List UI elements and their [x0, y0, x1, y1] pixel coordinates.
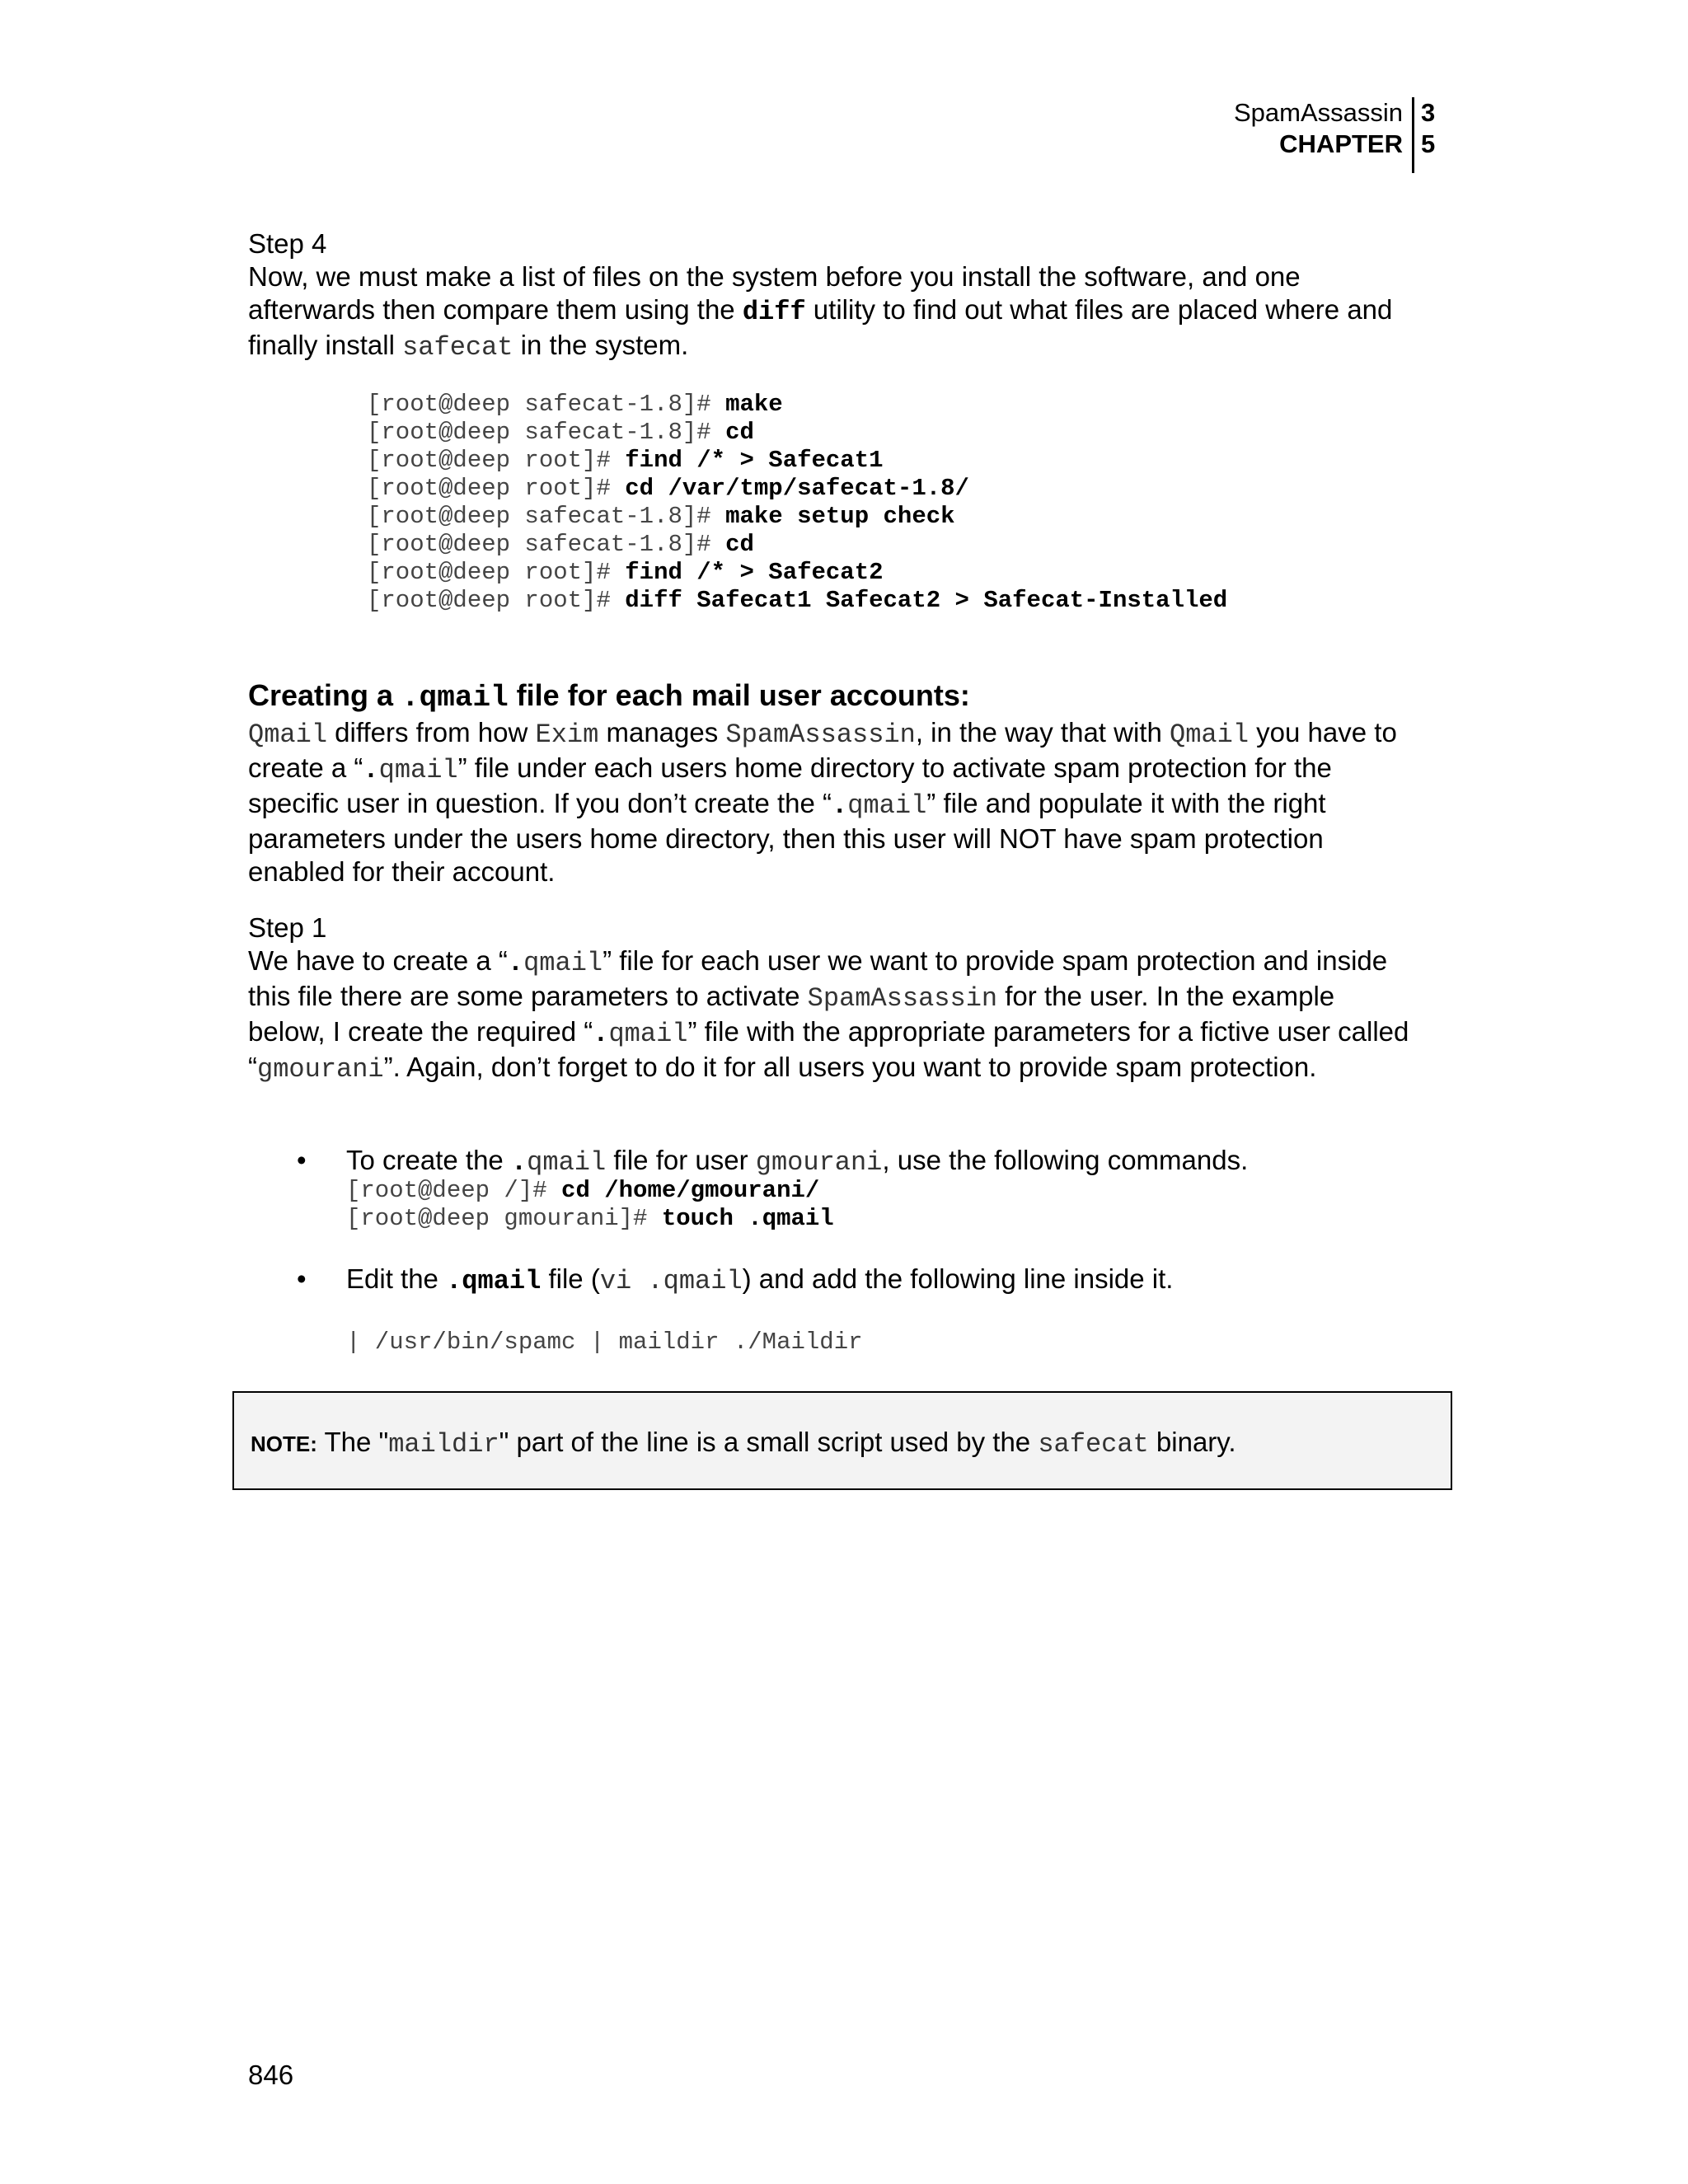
text: " part of the line is a small script used by the	[499, 1427, 1039, 1457]
page-header	[0, 97, 1688, 180]
shell-prompt: [root@deep root]#	[367, 587, 626, 614]
code: qmail	[527, 1147, 607, 1178]
code-line	[367, 587, 1227, 615]
code: .	[363, 755, 379, 785]
chapter-digit-1: 3	[1421, 98, 1436, 127]
step4-line-3	[248, 329, 1460, 364]
text: We have to create a “	[248, 945, 508, 976]
text: ” file under each users home directory to activate spam protection for the	[457, 752, 1332, 783]
section-line-5: enabled for their account.	[248, 856, 556, 887]
shell-prompt: [root@deep safecat-1.8]#	[367, 531, 726, 558]
text: differs from how	[327, 717, 536, 748]
code: Qmail	[1170, 719, 1250, 750]
step1-block	[248, 912, 1460, 1086]
shell-command: diff Safecat1 Safecat2 > Safecat-Installed	[625, 587, 1228, 614]
text: ” file and populate it with the right	[926, 788, 1326, 818]
section-line-4: parameters under the users home directory, then this user will NOT have spam protection	[248, 823, 1324, 854]
code-line	[367, 559, 1227, 587]
text: in the system.	[513, 330, 689, 360]
note-box	[232, 1391, 1452, 1490]
step1-heading: Step 1	[248, 912, 327, 943]
text: Edit the	[346, 1263, 447, 1294]
text: you have to	[1249, 717, 1397, 748]
heading-text: Creating a	[248, 678, 402, 712]
step4-heading: Step 4	[248, 228, 327, 259]
code: SpamAssassin	[807, 983, 998, 1014]
text: ” file for each user we want to provide spam protection and inside	[603, 945, 1388, 976]
code: SpamAssassin	[725, 719, 916, 750]
header-title-block	[1234, 97, 1403, 160]
code-line	[367, 419, 1227, 447]
diff-code: diff	[742, 297, 806, 327]
code: .	[510, 1147, 528, 1178]
code-line	[367, 447, 1227, 475]
safecat-code: safecat	[402, 332, 513, 363]
page-number: 846	[248, 2060, 294, 2090]
text: “	[248, 1052, 257, 1082]
shell-prompt: [root@deep safecat-1.8]#	[367, 419, 726, 446]
shell-command: find /* > Safecat2	[625, 559, 884, 586]
shell-prompt: [root@deep /]#	[346, 1177, 562, 1204]
code: .	[507, 948, 524, 978]
shell-command: cd /home/gmourani/	[561, 1177, 820, 1204]
text: create a “	[248, 752, 363, 783]
text: To create the	[346, 1145, 511, 1175]
shell-prompt: [root@deep root]#	[367, 475, 626, 502]
step1-line-2	[248, 980, 1460, 1015]
bullet-marker: •	[297, 1145, 307, 1175]
code: qmail	[847, 790, 927, 821]
text: , in the way that with	[915, 717, 1170, 748]
step1-line-4	[248, 1051, 1460, 1086]
code-line	[346, 1205, 834, 1233]
section-line-1	[248, 716, 1460, 752]
text: file (	[541, 1263, 600, 1294]
header-title: SpamAssassin	[1233, 98, 1403, 127]
install-commands-code-block	[367, 391, 1227, 615]
shell-prompt: [root@deep root]#	[367, 559, 626, 586]
header-chapter-label: CHAPTER	[1279, 129, 1403, 158]
code-line	[367, 475, 1227, 503]
shell-command: cd /var/tmp/safecat-1.8/	[625, 475, 969, 502]
code-line	[367, 503, 1227, 531]
shell-prompt: [root@deep safecat-1.8]#	[367, 391, 726, 418]
section-line-2	[248, 752, 1460, 787]
bullet1-text	[346, 1144, 1459, 1179]
text: specific user in question. If you don’t create the “	[248, 788, 832, 818]
bullet2-text	[346, 1263, 1459, 1298]
code-line	[367, 391, 1227, 419]
note-label: NOTE:	[251, 1432, 317, 1456]
shell-command: make setup check	[725, 503, 955, 530]
text: afterwards then compare them using the	[248, 294, 743, 325]
step1-line-3	[248, 1015, 1460, 1051]
step4-line-1: Now, we must make a list of files on the system before you install the software, and one	[248, 261, 1301, 292]
header-divider	[1412, 97, 1414, 173]
text: binary.	[1148, 1427, 1236, 1457]
chapter-digit-2: 5	[1421, 129, 1436, 158]
text: for the user. In the example	[997, 981, 1335, 1011]
shell-prompt: [root@deep gmourani]#	[346, 1205, 662, 1232]
bullet-marker: •	[297, 1263, 307, 1294]
code: qmail	[523, 948, 603, 978]
code: qmail	[608, 1019, 688, 1049]
text: ”. Again, don’t forget to do it for all users you want to provide spam protection.	[383, 1052, 1317, 1082]
code-line	[346, 1177, 834, 1205]
shell-command: make	[725, 391, 783, 418]
text: utility to find out what files are placed where and	[805, 294, 1393, 325]
heading-code: .qmail	[401, 681, 509, 715]
text: this file there are some parameters to activate	[248, 981, 808, 1011]
shell-prompt: [root@deep safecat-1.8]#	[367, 503, 726, 530]
step1-line-1	[248, 944, 1460, 980]
code: gmourani	[257, 1054, 384, 1085]
shell-command: cd	[725, 531, 754, 558]
code: .qmail	[446, 1266, 542, 1296]
shell-command: touch .qmail	[661, 1205, 834, 1232]
text: The "	[316, 1427, 389, 1457]
code-line	[367, 531, 1227, 559]
text: below, I create the required “	[248, 1016, 593, 1047]
step4-line-2	[248, 293, 1460, 329]
note-text	[251, 1426, 1236, 1461]
shell-prompt: [root@deep root]#	[367, 447, 626, 474]
code: gmourani	[755, 1147, 883, 1178]
text: manages	[598, 717, 726, 748]
shell-command: cd	[725, 419, 754, 446]
qmail-create-code-block	[346, 1177, 834, 1233]
text: finally install	[248, 330, 403, 360]
code: qmail	[378, 755, 458, 785]
text: ) and add the following line inside it.	[742, 1263, 1174, 1294]
text: ” file with the appropriate parameters for a fictive user called	[687, 1016, 1409, 1047]
text: , use the following commands.	[882, 1145, 1249, 1175]
text: file for user	[606, 1145, 756, 1175]
code: vi .qmail	[599, 1266, 743, 1296]
heading-text: file for each mail user accounts:	[508, 678, 970, 712]
code: safecat	[1038, 1429, 1149, 1460]
header-chapter-number	[1421, 97, 1435, 160]
section-line-3	[248, 787, 1460, 823]
code: Qmail	[248, 719, 328, 750]
code: .	[593, 1019, 609, 1049]
qmail-line-code: | /usr/bin/spamc | maildir ./Maildir	[346, 1329, 863, 1356]
shell-command: find /* > Safecat1	[625, 447, 884, 474]
step4-block	[248, 227, 1460, 364]
section-heading	[248, 677, 1460, 716]
code: Exim	[535, 719, 599, 750]
code: maildir	[388, 1429, 499, 1460]
code: .	[832, 790, 848, 821]
qmail-section	[248, 677, 1460, 888]
